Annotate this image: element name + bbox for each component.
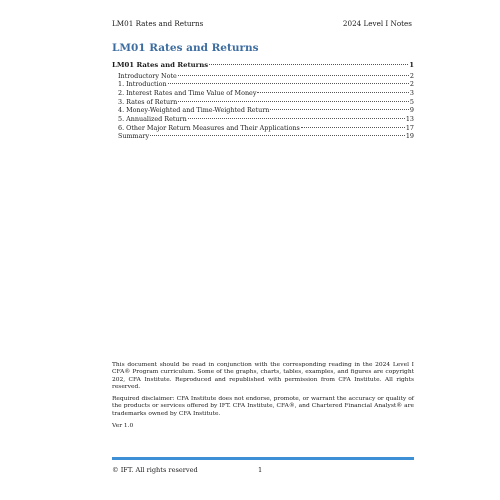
toc-leader-dots	[178, 101, 409, 102]
toc-entry-page: 2	[409, 71, 414, 80]
toc-entry-rates-and-returns[interactable]	[112, 61, 414, 72]
toc-entry-page: 9	[409, 106, 414, 115]
required-disclaimer: Required disclaimer: CFA Institute does not endorse, promote, or warrant the accuracy or quality of the products or services offered by IFT. CFA Institute, CFA®, and Chartered Financial Analyst® are trademarks owned by CFA Institute.	[112, 396, 414, 417]
toc-entry-introductory-note[interactable]	[112, 72, 414, 81]
table-of-contents	[112, 61, 414, 141]
toc-leader-dots	[178, 75, 409, 76]
toc-entry-label: 4. Money-Weighted and Time-Weighted Return	[118, 106, 270, 115]
toc-entry-label: 1. Introduction	[118, 80, 167, 89]
page-header-right: 2024 Level I Notes	[342, 19, 412, 28]
toc-entry-label: 2. Interest Rates and Time Value of Money	[118, 88, 257, 97]
curriculum-notice: This document should be read in conjunction with the corresponding reading in the 2024 Level I CFA® Program curriculum. Some of the graphs, charts, tables, examples, and figures are copyright 202, CFA Institute. Reproduced and republished with permission from CFA Institute. All rights reserved.	[112, 362, 414, 390]
toc-entry-introduction[interactable]	[112, 80, 414, 89]
toc-entry-other-return-measures[interactable]	[112, 124, 414, 133]
toc-entry-label: LM01 Rates and Returns	[112, 61, 209, 69]
toc-leader-dots	[301, 127, 405, 128]
document-title: LM01 Rates and Returns	[112, 42, 259, 54]
toc-entry-money-weighted[interactable]	[112, 106, 414, 115]
toc-leader-dots	[168, 83, 409, 84]
toc-entry-interest-rates[interactable]	[112, 89, 414, 98]
toc-entry-page: 13	[405, 114, 414, 123]
toc-entry-annualized-return[interactable]	[112, 115, 414, 124]
toc-leader-dots	[270, 109, 409, 110]
version-label: Ver 1.0	[112, 423, 134, 430]
toc-entry-page: 1	[409, 61, 414, 69]
toc-entry-page: 5	[409, 97, 414, 106]
toc-entry-label: 5. Annualized Return	[118, 114, 187, 123]
toc-entry-page: 2	[409, 80, 414, 89]
toc-entry-label: Introductory Note	[118, 71, 177, 80]
footer-copyright: © IFT. All rights reserved	[112, 466, 198, 474]
page-header-left: LM01 Rates and Returns	[112, 19, 204, 28]
footer-divider	[112, 457, 414, 460]
footer-page-number: 1	[258, 466, 263, 474]
toc-leader-dots	[188, 118, 405, 119]
toc-entry-rates-of-return[interactable]	[112, 98, 414, 107]
toc-leader-dots	[209, 64, 408, 65]
toc-entry-label: Summary	[118, 132, 150, 141]
toc-leader-dots	[150, 135, 405, 136]
toc-entry-page: 3	[409, 88, 414, 97]
toc-entry-page: 19	[405, 132, 414, 141]
toc-leader-dots	[257, 92, 408, 93]
toc-entry-summary[interactable]	[112, 132, 414, 141]
toc-entry-label: 6. Other Major Return Measures and Their Applications	[118, 123, 300, 132]
toc-entry-label: 3. Rates of Return	[118, 97, 178, 106]
toc-entry-page: 17	[405, 123, 414, 132]
disclaimer-block	[112, 362, 414, 435]
